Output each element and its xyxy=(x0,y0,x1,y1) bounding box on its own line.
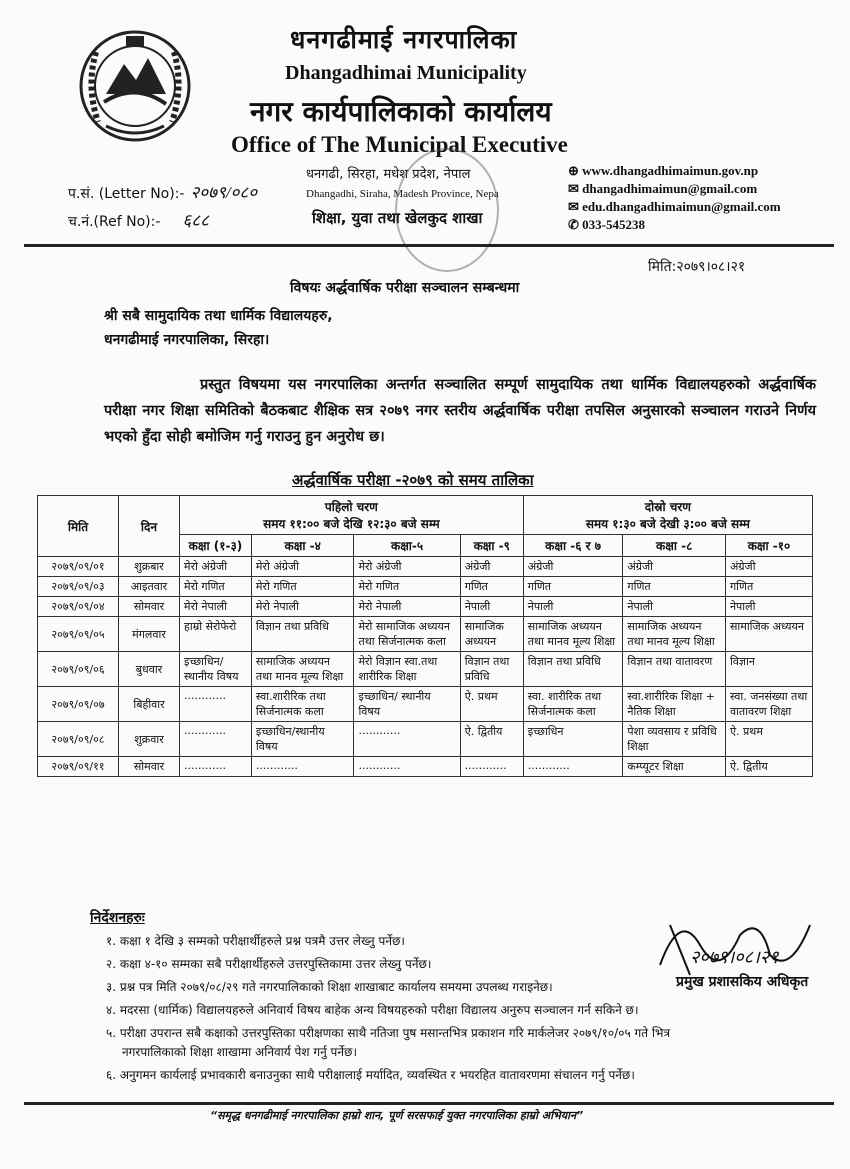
phone-icon: ✆ xyxy=(568,217,579,232)
table-row xyxy=(38,652,813,687)
row-date: २०७९/०९/०७ xyxy=(38,687,119,722)
subject-cell: अंग्रेजी xyxy=(725,557,812,577)
globe-icon: ⊕ xyxy=(568,163,579,178)
subject-cell: सामाजिक अध्ययन तथा मानव मूल्य शिक्षा xyxy=(623,617,726,652)
row-day: सोमवार xyxy=(119,757,180,777)
row-date: २०७९/०९/०५ xyxy=(38,617,119,652)
office-name-nepali: नगर कार्यपालिकाको कार्यालय xyxy=(250,95,552,128)
first-phase-time: समय ११:०० बजे देखि १२:३० बजे सम्म xyxy=(263,517,440,531)
subject-cell: मेरो गणित xyxy=(251,577,354,597)
letter-no xyxy=(68,180,257,203)
subject-cell: गणित xyxy=(523,577,623,597)
col-date-header: मिति xyxy=(38,496,119,557)
exam-schedule-table xyxy=(37,495,813,777)
address-english: Dhangadhi, Siraha, Madesh Province, Nepa xyxy=(306,188,499,200)
email-primary-text: dhangadhimaimun@gmail.com xyxy=(582,181,758,196)
subject-cell: ............ xyxy=(180,687,252,722)
subject-cell: मेरो अंग्रेजी xyxy=(354,557,460,577)
subject-cell: सामाजिक अध्ययन तथा मानव मूल्य शिक्षा xyxy=(251,652,354,687)
subject-cell: हाम्रो सेरोफेरो xyxy=(180,617,252,652)
class-header: कक्षा -१० xyxy=(725,535,812,557)
subject-cell: ............ xyxy=(354,722,460,757)
subject-cell: ऐ. प्रथम xyxy=(725,722,812,757)
row-day: शुक्रवार xyxy=(119,722,180,757)
subject-cell: अंग्रेजी xyxy=(523,557,623,577)
letter-no-label: प.सं. (Letter No):- xyxy=(68,186,185,202)
subject-cell: विज्ञान तथा प्रविधि xyxy=(460,652,523,687)
row-day: बुधवार xyxy=(119,652,180,687)
row-day: बिहीवार xyxy=(119,687,180,722)
subject-cell: इच्छाधिन/ स्थानीय विषय xyxy=(354,687,460,722)
letter-subject: विषयः अर्द्धवार्षिक परीक्षा सञ्चालन सम्बन्धमा xyxy=(290,280,520,296)
address-nepali: धनगढी, सिरहा, मधेश प्रदेश, नेपाल xyxy=(306,167,471,182)
subject-cell: विज्ञान xyxy=(725,652,812,687)
recipient-line-2: धनगढीमाई नगरपालिका, सिरहा। xyxy=(104,332,270,348)
subject-cell: गणित xyxy=(623,577,726,597)
instructions-heading: निर्देशनहरुः xyxy=(90,910,145,926)
office-stamp xyxy=(395,148,499,272)
table-row xyxy=(38,722,813,757)
subject-cell: सामाजिक अध्ययन xyxy=(460,617,523,652)
second-phase-label: दोस्रो चरण xyxy=(644,500,691,514)
subject-cell: स्वा. जनसंख्या तथा वातावरण शिक्षा xyxy=(725,687,812,722)
subject-cell: ............ xyxy=(180,757,252,777)
table-row xyxy=(38,617,813,652)
letter-body xyxy=(104,372,816,450)
row-date: २०७९/०९/०४ xyxy=(38,597,119,617)
email-icon: ✉ xyxy=(568,199,579,214)
subject-cell: इच्छाधिन/ स्थानीय विषय xyxy=(180,652,252,687)
subject-cell: मेरो अंग्रेजी xyxy=(251,557,354,577)
email-primary[interactable] xyxy=(568,181,757,197)
subject-cell: नेपाली xyxy=(523,597,623,617)
subject-cell: सामाजिक अध्ययन तथा मानव मूल्य शिक्षा xyxy=(523,617,623,652)
instruction-item: ४. मदरसा (धार्मिक) विद्यालयहरुले अनिवार्य विषय बाहेक अन्य विषयहरुको परीक्षा विद्यालय अनुरुप सञ्चालन गर्न सकिने छ। xyxy=(106,1003,639,1017)
subject-cell: कम्प्यूटर शिक्षा xyxy=(623,757,726,777)
instruction-item: २. कक्षा ४-१० सम्मका सबै परीक्षार्थीहरुले उत्तरपुस्तिकामा उत्तर लेख्नु पर्नेछ। xyxy=(106,957,432,971)
second-phase-time: समय १:३० बजे देखी ३:०० बजे सम्म xyxy=(585,517,750,531)
municipality-logo xyxy=(76,22,194,150)
subject-cell: ............ xyxy=(251,757,354,777)
section-name: शिक्षा, युवा तथा खेलकुद शाखा xyxy=(312,209,483,227)
row-date: २०७९/०९/०८ xyxy=(38,722,119,757)
instruction-item: १. कक्षा १ देखि ३ सम्मको परीक्षार्थीहरुले प्रश्न पत्रमै उत्तर लेख्नु पर्नेछ। xyxy=(106,934,405,948)
subject-cell: ऐ. द्वितीय xyxy=(460,722,523,757)
subject-cell: मेरो विज्ञान स्वा.तथा शारीरिक शिक्षा xyxy=(354,652,460,687)
class-header: कक्षा -९ xyxy=(460,535,523,557)
subject-cell: इच्छाधिन xyxy=(523,722,623,757)
subject-cell: ............ xyxy=(180,722,252,757)
office-name-english: Office of The Municipal Executive xyxy=(231,132,568,157)
row-day: शुक्रबार xyxy=(119,557,180,577)
schedule-body xyxy=(38,557,813,777)
subject-cell: गणित xyxy=(725,577,812,597)
letter-body-text: प्रस्तुत विषयमा यस नगरपालिका अन्तर्गत सञ्चालित सम्पूर्ण सामुदायिक तथा धार्मिक विद्यालयहरुको अर्द्धवार्षिक परीक्षा नगर शिक्षा समितिको बैठकबाट शैक्षिक सत्र २०७९ नगर स्तरीय अर्द्धवार्षिक परीक्षा तपसिल अनुसारको सञ्चालन गराउने निर्णय भएको हुँदा सोही बमोजिम गर्नु गराउनु हुन अनुरोध छ। xyxy=(104,377,816,445)
signature-date: २०७९।०८।२१ xyxy=(690,947,779,967)
instruction-item: नगरपालिकाको शिक्षा शाखामा अनिवार्य पेश गर्नु पर्नेछ। xyxy=(122,1045,357,1059)
subject-cell: ऐ. द्वितीय xyxy=(725,757,812,777)
class-header: कक्षा -६ र ७ xyxy=(523,535,623,557)
subject-cell: मेरो गणित xyxy=(180,577,252,597)
class-header: कक्षा -४ xyxy=(251,535,354,557)
subject-cell: मेरो नेपाली xyxy=(251,597,354,617)
header-divider xyxy=(24,244,834,247)
subject-cell: अंग्रेजी xyxy=(460,557,523,577)
phone xyxy=(568,217,645,233)
table-row xyxy=(38,597,813,617)
table-row xyxy=(38,687,813,722)
second-phase-header xyxy=(523,496,812,535)
subject-cell: स्वा. शारीरिक तथा सिर्जनात्मक कला xyxy=(523,687,623,722)
subject-cell: ऐ. प्रथम xyxy=(460,687,523,722)
subject-cell: इच्छाधिन/स्थानीय विषय xyxy=(251,722,354,757)
subject-cell: स्वा.शारीरिक तथा सिर्जनात्मक कला xyxy=(251,687,354,722)
email-education[interactable] xyxy=(568,199,781,215)
municipality-name-nepali: धनगढीमाई नगरपालिका xyxy=(290,25,518,54)
instruction-item: ३. प्रश्न पत्र मिति २०७९/०८/२९ गते नगरपालिकाको शिक्षा शाखाबाट कार्यालय समयमा उपलब्ध गराइनेछ। xyxy=(106,980,553,994)
class-header: कक्षा -८ xyxy=(623,535,726,557)
footer-slogan: “समृद्ध धनगढीमाई नगरपालिका हाम्रो शान, पूर्ण सरसफाई युक्त नगरपालिका हाम्रो अभियान” xyxy=(210,1109,584,1122)
municipality-name-english: Dhangadhimai Municipality xyxy=(285,62,527,84)
subject-cell: नेपाली xyxy=(725,597,812,617)
table-row xyxy=(38,757,813,777)
subject-cell: मेरो नेपाली xyxy=(180,597,252,617)
signatory-title: प्रमुख प्रशासकिय अधिकृत xyxy=(676,974,809,990)
letter-date: मिति:२०७९।०८।२१ xyxy=(648,259,746,275)
row-date: २०७९/०९/०१ xyxy=(38,557,119,577)
website[interactable] xyxy=(568,163,758,179)
subject-cell: मेरो अंग्रेजी xyxy=(180,557,252,577)
first-phase-header xyxy=(180,496,524,535)
phone-text: 033-545238 xyxy=(582,217,645,232)
class-header: कक्षा-५ xyxy=(354,535,460,557)
class-header: कक्षा (१-३) xyxy=(180,535,252,557)
subject-cell: विज्ञान तथा वातावरण xyxy=(623,652,726,687)
ref-no-value: ६८८ xyxy=(182,211,209,230)
subject-cell: नेपाली xyxy=(460,597,523,617)
col-day-header: दिन xyxy=(119,496,180,557)
instruction-item: ६. अनुगमन कार्यलाई प्रभावकारी बनाउनुका साथै परीक्षालाई मर्यादित, व्यवस्थित र भयरहित वातावरणमा संचालन गर्नु पर्नेछ। xyxy=(106,1068,635,1082)
row-day: मंगलवार xyxy=(119,617,180,652)
subject-cell: सामाजिक अध्ययन xyxy=(725,617,812,652)
letter-no-value: २०७९/०८० xyxy=(190,183,258,202)
schedule-title: अर्द्धवार्षिक परीक्षा -२०७९ को समय तालिका xyxy=(292,471,534,489)
email-icon: ✉ xyxy=(568,181,579,196)
footer-divider xyxy=(24,1102,834,1105)
row-day: आइतवार xyxy=(119,577,180,597)
subject-cell: विज्ञान तथा प्रविधि xyxy=(251,617,354,652)
subject-cell: मेरो सामाजिक अध्ययन तथा सिर्जनात्मक कला xyxy=(354,617,460,652)
subject-cell: नेपाली xyxy=(623,597,726,617)
subject-cell: मेरो गणित xyxy=(354,577,460,597)
row-date: २०७९/०९/०६ xyxy=(38,652,119,687)
first-phase-label: पहिलो चरण xyxy=(324,500,378,514)
ref-no xyxy=(68,208,209,231)
subject-cell: अंग्रेजी xyxy=(623,557,726,577)
website-text: www.dhangadhimaimun.gov.np xyxy=(582,163,759,178)
subject-cell: गणित xyxy=(460,577,523,597)
table-row xyxy=(38,577,813,597)
subject-cell: ............ xyxy=(354,757,460,777)
subject-cell: ............ xyxy=(460,757,523,777)
subject-cell: पेशा व्यवसाय र प्रविधि शिक्षा xyxy=(623,722,726,757)
row-date: २०७९/०९/०३ xyxy=(38,577,119,597)
subject-cell: ............ xyxy=(523,757,623,777)
email-education-text: edu.dhangadhimaimun@gmail.com xyxy=(582,199,781,214)
subject-cell: विज्ञान तथा प्रविधि xyxy=(523,652,623,687)
row-date: २०७९/०९/११ xyxy=(38,757,119,777)
recipient-line-1: श्री सबै सामुदायिक तथा धार्मिक विद्यालयहरु, xyxy=(104,308,333,324)
subject-cell: मेरो नेपाली xyxy=(354,597,460,617)
row-day: सोमवार xyxy=(119,597,180,617)
instruction-item: ५. परीक्षा उपरान्त सबै कक्षाको उत्तरपुस्तिका परीक्षणका साथै नतिजा पुष मसान्तभित्र प्रकाशन गरि मार्कलेजर २०७९/१०/०५ गते भित्र xyxy=(106,1026,671,1040)
subject-cell: स्वा.शारीरिक शिक्षा + नैतिक शिक्षा xyxy=(623,687,726,722)
ref-no-label: च.नं.(Ref No):- xyxy=(68,214,161,230)
table-row xyxy=(38,557,813,577)
